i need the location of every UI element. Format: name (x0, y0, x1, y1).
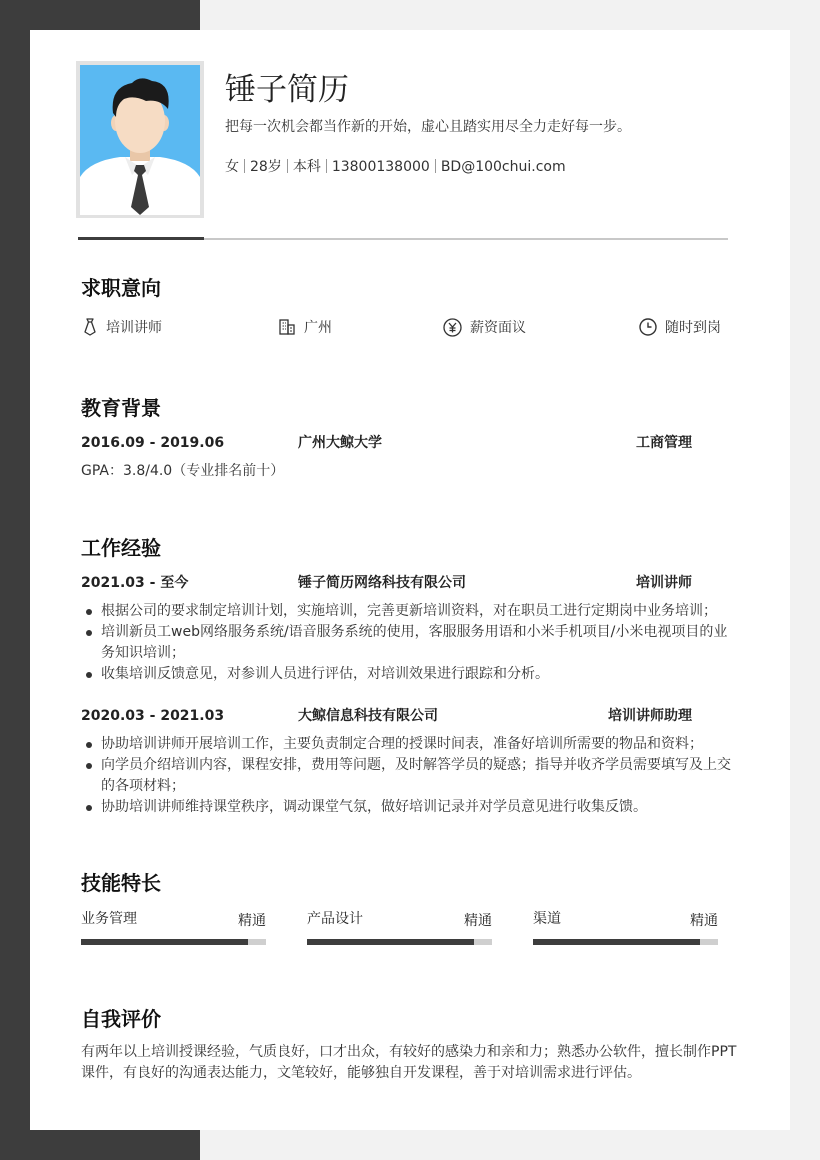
resume-name: 锤子简历 (225, 72, 349, 108)
info-email: BD@100chui.com (440, 159, 566, 175)
list-item: 根据公司的要求制定培训计划，实施培训，完善更新培训资料，对在职员工进行定期岗中业务培训； (81, 601, 731, 622)
self-evaluation-text: 有两年以上培训授课经验，气质良好，口才出众，有较好的感染力和亲和力；熟悉办公软件，擅长制作PPT课件，有良好的沟通表达能力，文笔较好，能够独自开发课程，善于对培训需求进行评估。 (81, 1044, 737, 1081)
list-item: 培训新员工web网络服务系统/语音服务系统的使用，客服服务用语和小米手机项目/小米电视项目的业务知识培训； (81, 622, 731, 664)
job-company: 大鲸信息科技有限公司 (298, 708, 438, 724)
building-icon (278, 318, 296, 336)
section-title-self-eval: 自我评价 (81, 1007, 161, 1031)
yen-icon (443, 318, 462, 337)
skill-item (533, 910, 718, 946)
list-item: 向学员介绍培训内容，课程安排，费用等问题，及时解答学员的疑惑；指导并收齐学员需要填写及上交的各项材料； (81, 755, 731, 797)
section-title-work: 工作经验 (81, 536, 161, 560)
intent-position-label: 培训讲师 (106, 320, 162, 336)
skill-name: 产品设计 (307, 911, 363, 927)
skill-bar-track (307, 939, 492, 945)
job-duties (81, 734, 731, 818)
job-role: 培训讲师助理 (608, 708, 692, 724)
section-title-skills: 技能特长 (81, 871, 161, 895)
avatar (80, 65, 200, 215)
info-phone: 13800138000 (331, 159, 430, 175)
skill-level: 精通 (690, 913, 718, 929)
job-role: 培训讲师 (636, 575, 692, 591)
motto: 把每一次机会都当作新的开始，虚心且踏实用尽全力走好每一步。 (225, 119, 631, 135)
info-divider (287, 159, 288, 173)
tie-icon (82, 318, 98, 336)
personal-info (225, 158, 566, 176)
info-divider (326, 159, 327, 173)
education-date: 2016.09 - 2019.06 (81, 435, 225, 451)
skill-bar-fill (81, 939, 248, 945)
info-gender: 女 (225, 159, 239, 175)
job-duties (81, 601, 731, 685)
section-title-education: 教育背景 (81, 396, 161, 420)
section-title-intent: 求职意向 (81, 276, 161, 300)
skill-name: 业务管理 (81, 911, 137, 927)
skill-bar-track (533, 939, 718, 945)
info-degree: 本科 (292, 159, 321, 175)
education-school: 广州大鲸大学 (298, 435, 382, 451)
skill-name: 渠道 (533, 911, 561, 927)
skill-item (307, 910, 492, 946)
header-rule-accent (78, 237, 204, 240)
education-gpa: GPA：3.8/4.0（专业排名前十） (81, 463, 285, 479)
intent-position (82, 317, 162, 337)
skill-bar-fill (307, 939, 474, 945)
list-item: 收集培训反馈意见，对参训人员进行评估，对培训效果进行跟踪和分析。 (81, 664, 731, 685)
job-date: 2021.03 - 至今 (81, 575, 189, 591)
list-item: 协助培训讲师开展培训工作，主要负责制定合理的授课时间表，准备好培训所需要的物品和资料； (81, 734, 731, 755)
info-divider (435, 159, 436, 173)
info-divider (244, 159, 245, 173)
skill-item (81, 910, 266, 946)
info-age: 28岁 (250, 159, 282, 175)
intent-city-label: 广州 (304, 320, 332, 336)
job-company: 锤子简历网络科技有限公司 (298, 575, 466, 591)
intent-salary-label: 薪资面议 (470, 320, 526, 336)
skill-bar-fill (533, 939, 700, 945)
intent-availability-label: 随时到岗 (665, 320, 721, 336)
intent-availability (639, 317, 721, 337)
intent-salary (443, 317, 526, 337)
intent-city (278, 317, 332, 337)
job-date: 2020.03 - 2021.03 (81, 708, 225, 724)
list-item: 协助培训讲师维持课堂秩序，调动课堂气氛，做好培训记录并对学员意见进行收集反馈。 (81, 797, 731, 818)
education-major: 工商管理 (636, 435, 692, 451)
skill-bar-track (81, 939, 266, 945)
skill-level: 精通 (238, 913, 266, 929)
skill-level: 精通 (464, 913, 492, 929)
clock-icon (639, 318, 657, 336)
